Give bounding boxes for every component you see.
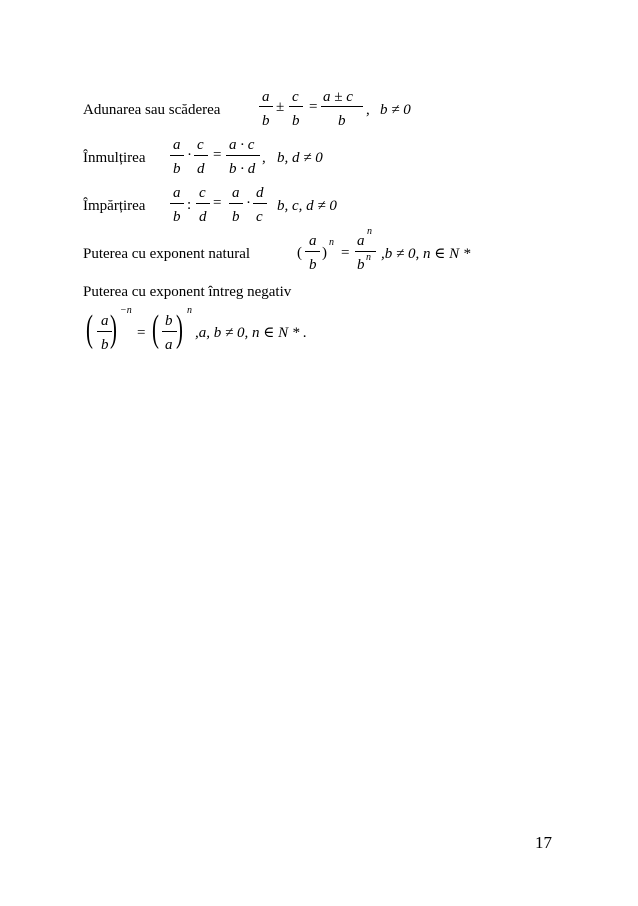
fraction-bar — [259, 106, 273, 107]
fraction-bar — [305, 251, 320, 252]
right-parenthesis: ) — [322, 245, 327, 261]
rule-addition-label: Adunarea sau scăderea — [83, 102, 221, 118]
fraction-denominator: b — [262, 113, 270, 129]
fraction-bar — [170, 203, 184, 204]
fraction-bar — [289, 106, 303, 107]
fraction-denominator: b — [309, 257, 317, 273]
dot-operator: · — [187, 147, 192, 163]
page-number: 17 — [535, 833, 552, 852]
condition: b, d ≠ 0 — [277, 150, 323, 166]
fraction-bar — [321, 106, 363, 107]
fraction-denominator: b — [232, 209, 240, 225]
left-parenthesis: ( — [297, 245, 302, 261]
exponent: n — [329, 237, 334, 248]
equals-sign: = — [137, 325, 146, 341]
right-parenthesis: ) — [176, 308, 183, 350]
fraction-numerator: d — [256, 185, 264, 201]
equals-sign: = — [341, 245, 350, 261]
fraction-denominator: d — [199, 209, 207, 225]
condition: b, c, d ≠ 0 — [277, 198, 337, 214]
fraction-numerator: a — [173, 137, 181, 153]
fraction-denominator: b — [357, 257, 365, 273]
fraction-denominator: d — [197, 161, 205, 177]
exponent: n — [367, 226, 372, 237]
exponent: −n — [120, 305, 132, 316]
right-parenthesis: ) — [110, 308, 117, 350]
fraction-numerator: a · c — [229, 137, 255, 153]
fraction-numerator: b — [165, 313, 173, 329]
fraction-denominator: b — [101, 337, 109, 353]
plus-minus-sign: ± — [276, 99, 285, 115]
comma: , — [262, 150, 266, 166]
fraction-bar — [170, 155, 184, 156]
fraction-denominator: b — [338, 113, 346, 129]
condition: ,a, b ≠ 0, n ∈ N * . — [195, 325, 307, 341]
fraction-denominator: b · d — [229, 161, 256, 177]
fraction-numerator: a — [232, 185, 240, 201]
left-parenthesis: ( — [152, 308, 159, 350]
fraction-numerator: a — [309, 233, 317, 249]
fraction-numerator: a — [357, 233, 365, 249]
fraction-denominator: b — [292, 113, 300, 129]
colon-operator: : — [187, 197, 192, 213]
fraction-bar — [194, 155, 208, 156]
rule-multiplication-label: Înmulțirea — [83, 150, 146, 166]
dot-operator: · — [246, 195, 251, 211]
fraction-numerator: a — [262, 89, 270, 105]
equals-sign: = — [213, 147, 222, 163]
comma: , — [366, 102, 370, 118]
condition: ,b ≠ 0, n ∈ N * — [381, 246, 471, 262]
fraction-bar — [229, 203, 243, 204]
fraction-denominator: c — [256, 209, 263, 225]
rule-natural-power-label: Puterea cu exponent natural — [83, 246, 251, 262]
exponent: n — [187, 305, 192, 316]
fraction-denominator: b — [173, 209, 181, 225]
fraction-numerator: c — [292, 89, 299, 105]
fraction-bar — [253, 203, 267, 204]
fraction-bar — [196, 203, 210, 204]
left-parenthesis: ( — [86, 308, 93, 350]
equals-sign: = — [309, 99, 318, 115]
fraction-numerator: a — [173, 185, 181, 201]
exponent: n — [366, 252, 371, 263]
fraction-numerator: a ± c — [323, 89, 353, 105]
condition: b ≠ 0 — [380, 102, 411, 118]
fraction-numerator: a — [101, 313, 109, 329]
rule-division-label: Împărțirea — [83, 198, 146, 214]
fraction-numerator: c — [197, 137, 204, 153]
fraction-numerator: c — [199, 185, 206, 201]
fraction-denominator: a — [165, 337, 173, 353]
equals-sign: = — [213, 195, 222, 211]
fraction-bar — [162, 331, 177, 332]
fraction-bar — [226, 155, 260, 156]
fraction-denominator: b — [173, 161, 181, 177]
rule-negative-power-label: Puterea cu exponent întreg negativ — [83, 284, 292, 300]
